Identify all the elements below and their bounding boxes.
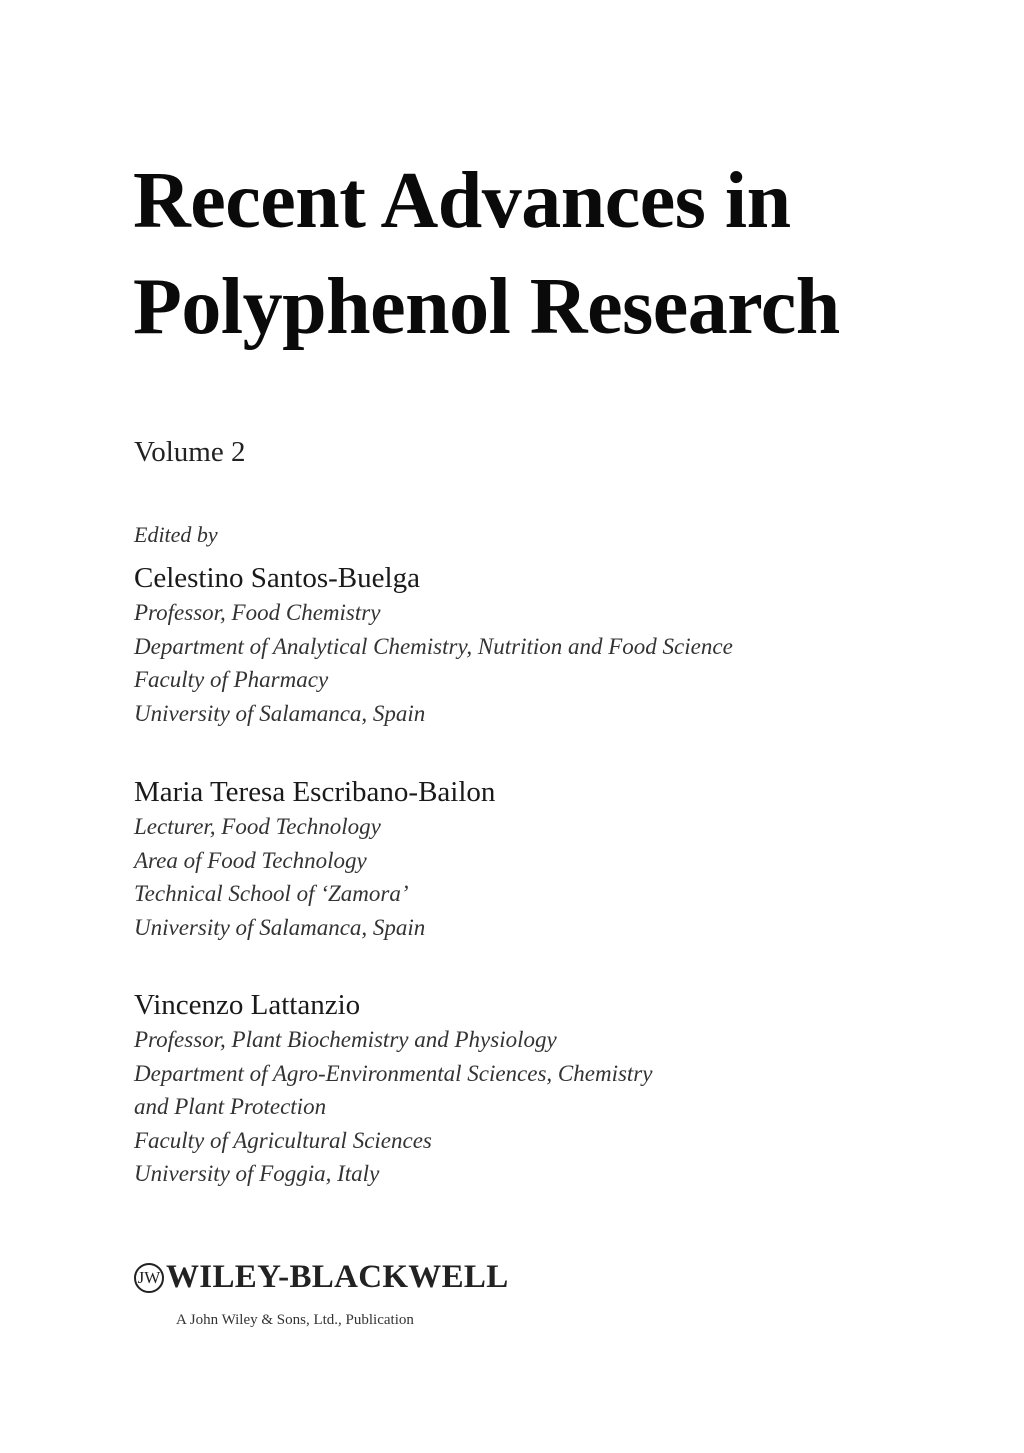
editor-name: Celestino Santos-Buelga (134, 562, 420, 594)
publisher-name: WILEY-BLACKWELL (166, 1259, 509, 1295)
editor-affiliation: and Plant Protection (134, 1094, 327, 1120)
editor-affiliation: Lecturer, Food Technology (134, 814, 381, 839)
wiley-logo-icon: JW (134, 1263, 164, 1293)
editor-affiliation: Faculty of Agricultural Sciences (134, 1127, 432, 1153)
editor-affiliation: Area of Food Technology (134, 847, 367, 873)
editor-block (134, 987, 652, 1191)
publisher-imprint: A John Wiley & Sons, Ltd., Publication (176, 1312, 414, 1328)
editor-name: Maria Teresa Escribano-Bailon (134, 776, 496, 808)
title-line-1: Recent Advances in (133, 157, 791, 245)
volume-label: Volume 2 (134, 436, 246, 468)
book-title (133, 148, 840, 360)
editor-name: Vincenzo Lattanzio (134, 989, 361, 1021)
editor-affiliation: University of Salamanca, Spain (134, 914, 426, 940)
editor-affiliation: University of Foggia, Italy (134, 1161, 380, 1187)
editor-affiliation: Department of Analytical Chemistry, Nutrition and Food Science (134, 633, 733, 659)
publisher-logo (134, 1259, 509, 1296)
editor-block (134, 774, 495, 944)
editor-affiliation: Faculty of Pharmacy (134, 667, 329, 693)
editor-affiliation: Department of Agro-Environmental Sciences, Chemistry (134, 1060, 653, 1086)
edited-by-label: Edited by (134, 522, 218, 547)
title-line-2: Polyphenol Research (133, 263, 840, 351)
editor-block (134, 560, 733, 730)
editor-affiliation: Professor, Plant Biochemistry and Physiology (134, 1027, 557, 1052)
editor-affiliation: Professor, Food Chemistry (134, 600, 381, 625)
editor-affiliation: Technical School of ‘Zamora’ (134, 881, 409, 907)
editor-affiliation: University of Salamanca, Spain (134, 700, 426, 726)
